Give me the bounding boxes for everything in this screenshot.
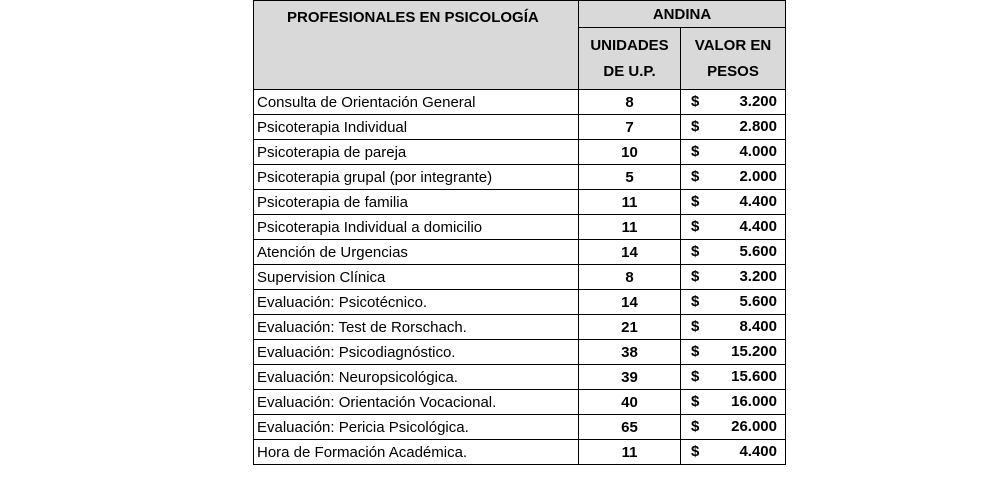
price-amount: 16.000	[731, 393, 777, 410]
units-cell: 40	[579, 390, 681, 415]
price-amount: 2.000	[739, 168, 777, 185]
service-name-cell: Psicoterapia Individual a domicilio	[254, 215, 579, 240]
units-cell: 14	[579, 290, 681, 315]
units-cell: 11	[579, 440, 681, 465]
table-row	[254, 340, 786, 365]
price-cell	[681, 315, 786, 340]
units-cell: 10	[579, 140, 681, 165]
price-amount: 4.400	[739, 218, 777, 235]
price-cell	[681, 340, 786, 365]
price-amount: 8.400	[739, 318, 777, 335]
service-name-cell: Evaluación: Pericia Psicológica.	[254, 415, 579, 440]
currency-symbol: $	[691, 293, 700, 310]
service-name-cell: Evaluación: Neuropsicológica.	[254, 365, 579, 390]
table-row	[254, 165, 786, 190]
price-cell	[681, 140, 786, 165]
currency-symbol: $	[691, 443, 700, 460]
service-name-cell: Evaluación: Psicodiagnóstico.	[254, 340, 579, 365]
table-row	[254, 440, 786, 465]
price-amount: 3.200	[739, 93, 777, 110]
header-units	[579, 28, 681, 90]
table-row	[254, 390, 786, 415]
price-cell	[681, 265, 786, 290]
units-cell: 8	[579, 90, 681, 115]
currency-symbol: $	[691, 168, 700, 185]
header-title: PROFESIONALES EN PSICOLOGÍA	[254, 1, 579, 90]
service-name-cell: Consulta de Orientación General	[254, 90, 579, 115]
header-value-line2: PESOS	[707, 62, 759, 80]
table-row	[254, 240, 786, 265]
currency-symbol: $	[691, 218, 700, 235]
currency-symbol: $	[691, 268, 700, 285]
header-row-1	[254, 1, 786, 28]
price-cell	[681, 390, 786, 415]
currency-symbol: $	[691, 343, 700, 360]
units-cell: 38	[579, 340, 681, 365]
price-cell	[681, 90, 786, 115]
service-name-cell: Hora de Formación Académica.	[254, 440, 579, 465]
units-cell: 7	[579, 115, 681, 140]
fee-table-container	[253, 0, 786, 465]
service-name-cell: Atención de Urgencias	[254, 240, 579, 265]
currency-symbol: $	[691, 393, 700, 410]
price-amount: 26.000	[731, 418, 777, 435]
units-cell: 14	[579, 240, 681, 265]
price-amount: 15.200	[731, 343, 777, 360]
price-cell	[681, 240, 786, 265]
price-cell	[681, 190, 786, 215]
header-value-line1: VALOR EN	[694, 36, 772, 54]
currency-symbol: $	[691, 318, 700, 335]
table-row	[254, 290, 786, 315]
units-cell: 39	[579, 365, 681, 390]
price-amount: 4.400	[739, 193, 777, 210]
price-amount: 15.600	[731, 368, 777, 385]
fee-table	[253, 0, 786, 465]
currency-symbol: $	[691, 118, 700, 135]
table-row	[254, 215, 786, 240]
table-row	[254, 140, 786, 165]
table-row	[254, 365, 786, 390]
units-cell: 21	[579, 315, 681, 340]
units-cell: 5	[579, 165, 681, 190]
price-amount: 2.800	[739, 118, 777, 135]
table-row	[254, 265, 786, 290]
units-cell: 8	[579, 265, 681, 290]
currency-symbol: $	[691, 368, 700, 385]
price-amount: 4.000	[739, 143, 777, 160]
service-name-cell: Psicoterapia de familia	[254, 190, 579, 215]
price-amount: 3.200	[739, 268, 777, 285]
units-cell: 11	[579, 190, 681, 215]
table-row	[254, 415, 786, 440]
price-amount: 5.600	[739, 243, 777, 260]
table-row	[254, 190, 786, 215]
price-cell	[681, 415, 786, 440]
price-cell	[681, 215, 786, 240]
header-group-andina: ANDINA	[579, 1, 786, 28]
table-row	[254, 115, 786, 140]
service-name-cell: Psicoterapia Individual	[254, 115, 579, 140]
table-row	[254, 90, 786, 115]
header-value	[681, 28, 786, 90]
price-cell	[681, 365, 786, 390]
units-cell: 11	[579, 215, 681, 240]
currency-symbol: $	[691, 243, 700, 260]
table-row	[254, 315, 786, 340]
price-cell	[681, 440, 786, 465]
header-units-line1: UNIDADES	[590, 36, 669, 54]
currency-symbol: $	[691, 418, 700, 435]
currency-symbol: $	[691, 143, 700, 160]
currency-symbol: $	[691, 93, 700, 110]
price-amount: 5.600	[739, 293, 777, 310]
service-name-cell: Psicoterapia grupal (por integrante)	[254, 165, 579, 190]
price-cell	[681, 165, 786, 190]
currency-symbol: $	[691, 193, 700, 210]
units-cell: 65	[579, 415, 681, 440]
service-name-cell: Evaluación: Test de Rorschach.	[254, 315, 579, 340]
price-cell	[681, 115, 786, 140]
price-cell	[681, 290, 786, 315]
service-name-cell: Evaluación: Orientación Vocacional.	[254, 390, 579, 415]
service-name-cell: Evaluación: Psicotécnico.	[254, 290, 579, 315]
service-name-cell: Supervision Clínica	[254, 265, 579, 290]
header-units-line2: DE U.P.	[603, 62, 656, 80]
service-name-cell: Psicoterapia de pareja	[254, 140, 579, 165]
price-amount: 4.400	[739, 443, 777, 460]
